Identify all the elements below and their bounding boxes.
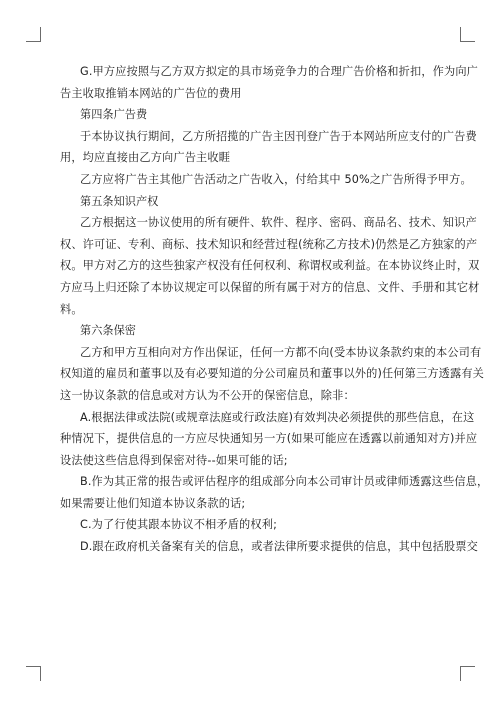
paragraph-line: 于本协议执行期间，乙方所招揽的广告主因刊登广告于本网站所应支付的广告费 — [80, 129, 477, 143]
paragraph-line: D.跟在政府机关备案有关的信息，或者法律所要求提供的信息，其中包括股票交 — [80, 540, 478, 554]
paragraph-line: 如果需要让他们知道本协议条款的话; — [60, 496, 246, 510]
paragraph-line: 种情况下，提供信息的一方应尽快通知另一方(如果可能应在透露以前通知对方)并应 — [60, 432, 478, 446]
paragraph-line: 方应马上归还除了本协议规定可以保留的所有属于对方的信息、文件、手册和其它材 — [60, 280, 480, 294]
crop-mark-top-left — [26, 27, 41, 42]
paragraph-line: B.作为其正常的报告或评估程序的组成部分向本公司审计员或律师透露这些信息， — [80, 475, 489, 489]
paragraph-line: 这一协议条款的信息或对方认为不公开的保密信息，除非： — [60, 388, 355, 402]
paragraph-line: G.甲方应按照与乙方双方拟定的具市场竞争力的合理广告价格和折扣，作为向广 — [80, 65, 479, 78]
document-body — [60, 61, 489, 558]
paragraph-line: 料。 — [60, 302, 83, 316]
paragraph-line: 权。甲方对乙方的这些独家产权没有任何权利、称谓权或利益。在本协议终止时，双 — [60, 259, 480, 273]
paragraph-line: 告主收取推销本网站的广告位的费用 — [60, 86, 242, 100]
paragraph-line: 乙方应将广告主其他广告活动之广告收入，付给其中 50%之广告所得予甲方。 — [80, 172, 472, 186]
crop-mark-bottom-right — [460, 666, 475, 681]
paragraph-line: C.为了行使其跟本协议不相矛盾的权利; — [80, 518, 277, 532]
section-heading: 第六条保密 — [80, 324, 136, 338]
paragraph-line: 用，均应直接由乙方向广告主收睚 — [60, 151, 231, 165]
section-heading: 第五条知识产权 — [80, 194, 159, 208]
paragraph-line: 权知道的雇员和董事以及有必要知道的分公司雇员和董事以外的)任何第三方透露有关 — [60, 367, 485, 381]
crop-mark-top-right — [460, 27, 475, 42]
crop-mark-bottom-left — [26, 666, 41, 681]
section-heading: 第四条广告费 — [80, 108, 148, 122]
paragraph-line: 乙方根据这一协议使用的所有硬件、软件、程序、密码、商品名、技术、知识产 — [80, 216, 477, 230]
paragraph-line: 设法使这些信息得到保密对待--如果可能的话; — [60, 453, 288, 467]
paragraph-line: 权、许可证、专利、商标、技术知识和经营过程(统称乙方技术)仍然是乙方独家的产 — [60, 237, 478, 251]
paragraph-line: A.根据法律或法院(或规章法庭或行政法庭)有效判决必须提供的那些信息，在这 — [80, 410, 475, 424]
paragraph-line: 乙方和甲方互相向对方作出保证，任何一方都不向(受本协议条款约束的本公司有 — [80, 345, 482, 359]
